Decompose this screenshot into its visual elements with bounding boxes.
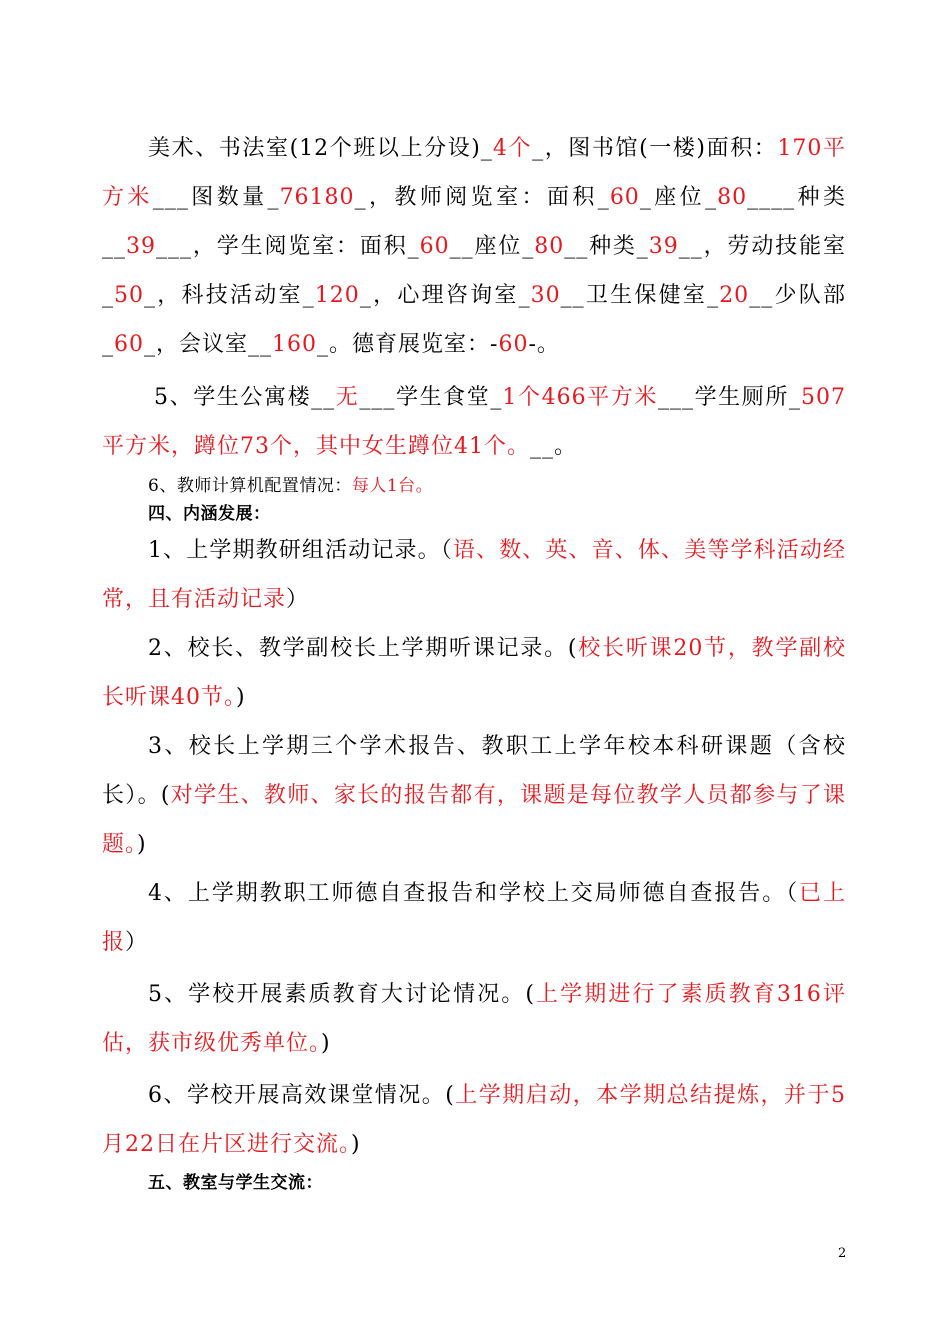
text-segment: ) — [321, 1031, 331, 1056]
text-segment: 1、上学期教研组活动记录。（ — [148, 538, 453, 563]
text-segment: __座位_ — [449, 234, 535, 259]
para-item-5 — [102, 373, 846, 471]
text-segment: ） — [286, 587, 310, 612]
text-segment: 五、教室与学生交流： — [148, 1173, 323, 1193]
text-segment: _，图书馆(一楼)面积： — [532, 136, 778, 161]
text-segment: 2、校长、教学副校长上学期听课记录。( — [148, 636, 578, 661]
text-segment: _，教师阅览室：面积_ — [354, 185, 610, 210]
text-segment: 四、内涵发展： — [148, 504, 271, 524]
para-4-3 — [102, 722, 846, 869]
text-segment: ___图数量_ — [152, 185, 280, 210]
filled-value: 60 — [498, 332, 529, 357]
filled-value: 60 — [419, 234, 450, 259]
text-segment: _ — [480, 136, 493, 161]
filled-value: 语、数、英、音、体、美等学科活动经常，且有活动记录 — [102, 538, 846, 612]
text-segment: __种类_ — [564, 234, 649, 259]
text-segment: 美术、书法室(12个班以上分设) — [148, 136, 481, 161]
text-segment: 3、校长上学期三个学术报告、教职工上学年校本科研课题（含校长）。( — [102, 734, 846, 808]
filled-value: 39 — [126, 234, 156, 259]
para-4-5 — [102, 970, 846, 1068]
text-segment: 6、学校开展高效课堂情况。( — [148, 1083, 455, 1108]
filled-value: 上学期启动，本学期总结提炼，并于5月22日在片区进行交流。 — [102, 1083, 846, 1157]
text-segment: ） — [125, 930, 149, 955]
filled-value: 170平方米 — [102, 136, 846, 210]
filled-value: 60 — [114, 332, 144, 357]
text-segment: -。 — [528, 332, 560, 357]
filled-value: 507平方米，蹲位73个，其中女生蹲位41个。 — [102, 385, 846, 459]
filled-value: 20 — [719, 283, 750, 308]
para-item-6 — [102, 471, 846, 501]
filled-value: 120 — [314, 283, 360, 308]
text-segment: __，劳动技能室_ — [102, 234, 846, 308]
text-segment: ) — [351, 1132, 361, 1157]
text-segment: 5、学生公寓楼__ — [154, 385, 336, 410]
text-segment: __。 — [530, 434, 578, 459]
text-segment: ) — [236, 685, 246, 710]
page-number: 2 — [838, 1246, 847, 1261]
text-segment: ____种类__ — [102, 185, 846, 259]
filled-value: 已上报 — [102, 881, 846, 955]
text-segment: ___，学生阅览室：面积_ — [156, 234, 420, 259]
filled-value: 1个466平方米 — [502, 385, 658, 410]
filled-value: 校长听课20节，教学副校长听课40节。 — [102, 636, 846, 710]
text-segment: 4、上学期教职工师德自查报告和学校上交局师德自查报告。（ — [148, 881, 800, 906]
text-segment: _座位_ — [639, 185, 718, 210]
filled-value: 160 — [272, 332, 318, 357]
text-segment: 6、教师计算机配置情况： — [148, 476, 352, 496]
para-4-4 — [102, 869, 846, 967]
text-segment: _，科技活动室_ — [144, 283, 315, 308]
filled-value: 对学生、教师、家长的报告都有，课题是每位教学人员都参与了课题。 — [102, 783, 846, 857]
filled-value: 上学期进行了素质教育316评估，获市级优秀单位。 — [102, 982, 846, 1056]
filled-value: 30 — [530, 283, 561, 308]
filled-value: 39 — [648, 234, 679, 259]
text-segment: __卫生保健室_ — [560, 283, 720, 308]
filled-value: 60 — [609, 185, 640, 210]
filled-value: 每人1台。 — [351, 476, 434, 496]
filled-value: 80 — [717, 185, 748, 210]
para-4-6 — [102, 1071, 846, 1169]
filled-value: 76180 — [279, 185, 355, 210]
para-4-1 — [102, 526, 846, 624]
text-segment: 5、学校开展素质教育大讨论情况。( — [148, 982, 535, 1007]
text-segment: ) — [137, 832, 147, 857]
para-rooms — [102, 124, 846, 369]
text-segment: ___学生厕所_ — [657, 385, 801, 410]
text-segment: _，会议室__ — [144, 332, 273, 357]
heading-5 — [102, 1168, 846, 1198]
filled-value: 无 — [335, 385, 360, 410]
filled-value: 4个 — [492, 136, 533, 161]
heading-4 — [102, 499, 846, 529]
filled-value: 80 — [534, 234, 565, 259]
filled-value: 50 — [114, 283, 144, 308]
text-segment: ___学生食堂_ — [359, 385, 503, 410]
text-segment: _，心理咨询室_ — [359, 283, 531, 308]
text-segment: __少队部_ — [102, 283, 846, 357]
text-segment: _。德育展览室：- — [317, 332, 499, 357]
para-4-2 — [102, 624, 846, 722]
